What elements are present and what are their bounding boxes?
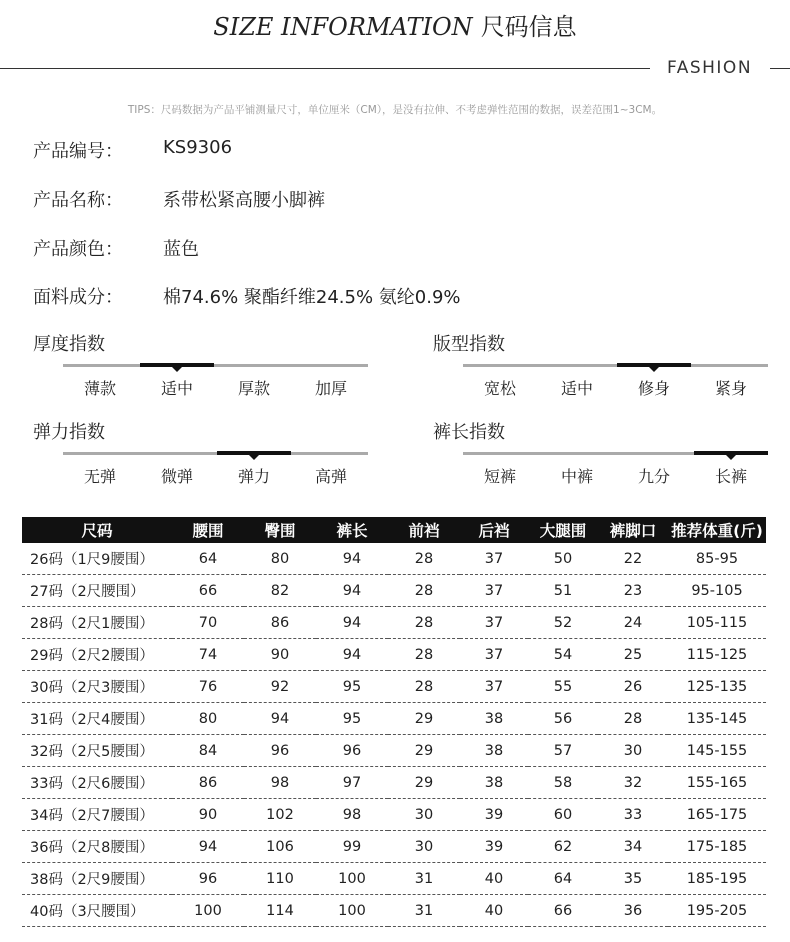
measure-cell: 99: [316, 831, 388, 863]
measure-cell: 94: [172, 831, 244, 863]
indicator-marker: [140, 363, 214, 367]
measure-cell: 185-195: [668, 863, 766, 895]
indicator-option: 厚款: [237, 379, 270, 398]
measure-cell: 80: [244, 543, 316, 575]
measure-cell: 94: [244, 703, 316, 735]
col-header: 腰围: [172, 517, 244, 543]
info-label: 产品编号：: [33, 141, 123, 162]
measure-cell: 64: [172, 543, 244, 575]
measure-cell: 165-175: [668, 799, 766, 831]
measure-cell: 74: [172, 639, 244, 671]
col-header: 大腿围: [528, 517, 598, 543]
measure-cell: 25: [598, 639, 668, 671]
size-cell: 40码（3尺腰围）: [22, 895, 172, 927]
header-divider-right: [770, 68, 790, 69]
measure-cell: 100: [316, 895, 388, 927]
measure-cell: 34: [598, 831, 668, 863]
measure-cell: 37: [460, 607, 528, 639]
measure-cell: 95: [316, 671, 388, 703]
table-row: [22, 607, 766, 639]
measure-cell: 28: [388, 607, 460, 639]
col-header: 前裆: [388, 517, 460, 543]
measure-cell: 94: [316, 575, 388, 607]
measure-cell: 28: [388, 543, 460, 575]
measure-cell: 39: [460, 831, 528, 863]
measure-cell: 37: [460, 543, 528, 575]
measure-cell: 55: [528, 671, 598, 703]
measure-cell: 90: [172, 799, 244, 831]
measure-cell: 31: [388, 895, 460, 927]
size-cell: 27码（2尺腰围）: [22, 575, 172, 607]
tips-text: TIPS：尺码数据为产品平铺测量尺寸，单位厘米（CM），是没有拉伸、不考虑弹性范围的数据，误差范围1~3CM。: [127, 104, 663, 116]
indicator-marker: [617, 363, 691, 367]
measure-cell: 30: [388, 799, 460, 831]
measure-cell: 84: [172, 735, 244, 767]
measure-cell: 37: [460, 575, 528, 607]
table-row: [22, 831, 766, 863]
measure-cell: 66: [172, 575, 244, 607]
indicator-bar: [463, 364, 768, 367]
measure-cell: 100: [172, 895, 244, 927]
table-header-row: [22, 517, 766, 543]
measure-cell: 96: [244, 735, 316, 767]
title-english: SIZE INFORMATION: [213, 13, 473, 41]
measure-cell: 58: [528, 767, 598, 799]
table-body: [22, 543, 766, 927]
measure-cell: 90: [244, 639, 316, 671]
measure-cell: 32: [598, 767, 668, 799]
measure-cell: 96: [316, 735, 388, 767]
table-row: [22, 895, 766, 927]
measure-cell: 40: [460, 863, 528, 895]
indicator-title: 厚度指数: [33, 334, 105, 355]
measure-cell: 40: [460, 895, 528, 927]
measure-cell: 28: [388, 575, 460, 607]
measure-cell: 94: [316, 543, 388, 575]
measure-cell: 98: [244, 767, 316, 799]
measure-cell: 23: [598, 575, 668, 607]
measure-cell: 31: [388, 863, 460, 895]
measure-cell: 195-205: [668, 895, 766, 927]
indicator-option: 加厚: [314, 379, 347, 398]
measure-cell: 82: [244, 575, 316, 607]
measure-cell: 29: [388, 767, 460, 799]
measure-cell: 28: [598, 703, 668, 735]
measure-cell: 95-105: [668, 575, 766, 607]
indicator-option: 修身: [637, 379, 670, 398]
measure-cell: 38: [460, 703, 528, 735]
indicator-option: 短裤: [483, 467, 516, 486]
info-value: 系带松紧高腰小脚裤: [163, 190, 325, 211]
measure-cell: 85-95: [668, 543, 766, 575]
indicator-option: 适中: [560, 379, 593, 398]
indicator-option: 宽松: [483, 379, 516, 398]
measure-cell: 29: [388, 703, 460, 735]
measure-cell: 39: [460, 799, 528, 831]
info-label: 产品颜色：: [33, 239, 123, 260]
info-value: KS9306: [163, 137, 233, 158]
indicator-option: 薄款: [83, 379, 116, 398]
measure-cell: 115-125: [668, 639, 766, 671]
measure-cell: 29: [388, 735, 460, 767]
col-header: 裤长: [316, 517, 388, 543]
measure-cell: 94: [316, 639, 388, 671]
measure-cell: 135-145: [668, 703, 766, 735]
info-label: 面料成分：: [33, 287, 123, 308]
indicator-option: 紧身: [714, 379, 747, 398]
measure-cell: 50: [528, 543, 598, 575]
table-row: [22, 799, 766, 831]
col-header: 裤脚口: [598, 517, 668, 543]
measure-cell: 125-135: [668, 671, 766, 703]
indicator-marker: [694, 451, 768, 455]
indicator-title: 版型指数: [433, 334, 505, 355]
size-cell: 31码（2尺4腰围）: [22, 703, 172, 735]
page-title: [0, 10, 790, 44]
indicator-option: 适中: [160, 379, 193, 398]
measure-cell: 36: [598, 895, 668, 927]
measure-cell: 70: [172, 607, 244, 639]
measure-cell: 100: [316, 863, 388, 895]
size-cell: 32码（2尺5腰围）: [22, 735, 172, 767]
size-cell: 30码（2尺3腰围）: [22, 671, 172, 703]
table-row: [22, 703, 766, 735]
indicator-option: 九分: [637, 467, 670, 486]
measure-cell: 60: [528, 799, 598, 831]
table-row: [22, 639, 766, 671]
indicator-option: 微弹: [160, 467, 193, 486]
measure-cell: 86: [244, 607, 316, 639]
measure-cell: 175-185: [668, 831, 766, 863]
size-cell: 34码（2尺7腰围）: [22, 799, 172, 831]
measure-cell: 28: [388, 639, 460, 671]
col-header: 尺码: [22, 517, 172, 543]
indicator-title: 弹力指数: [33, 422, 105, 443]
indicator-option: 弹力: [237, 467, 270, 486]
indicator-option: 中裤: [560, 467, 593, 486]
measure-cell: 76: [172, 671, 244, 703]
measure-cell: 37: [460, 639, 528, 671]
measure-cell: 110: [244, 863, 316, 895]
measure-cell: 94: [316, 607, 388, 639]
col-header: 臀围: [244, 517, 316, 543]
measure-cell: 105-115: [668, 607, 766, 639]
table-row: [22, 543, 766, 575]
measure-cell: 80: [172, 703, 244, 735]
measure-cell: 24: [598, 607, 668, 639]
indicator-option: 高弹: [314, 467, 347, 486]
info-value: 棉74.6% 聚酯纤维24.5% 氨纶0.9%: [163, 287, 461, 308]
measure-cell: 97: [316, 767, 388, 799]
indicator-bar: [463, 452, 768, 455]
table-row: [22, 575, 766, 607]
measure-cell: 52: [528, 607, 598, 639]
table-row: [22, 735, 766, 767]
info-label: 产品名称：: [33, 190, 123, 211]
title-chinese: 尺码信息: [480, 13, 577, 41]
size-cell: 38码（2尺9腰围）: [22, 863, 172, 895]
measure-cell: 54: [528, 639, 598, 671]
measure-cell: 26: [598, 671, 668, 703]
indicator-bar: [63, 452, 368, 455]
header-divider-left: [0, 68, 650, 69]
measure-cell: 35: [598, 863, 668, 895]
measure-cell: 86: [172, 767, 244, 799]
measure-cell: 64: [528, 863, 598, 895]
table-row: [22, 767, 766, 799]
size-table: [22, 517, 766, 927]
measure-cell: 30: [598, 735, 668, 767]
measure-cell: 106: [244, 831, 316, 863]
indicator-bar: [63, 364, 368, 367]
info-value: 蓝色: [163, 239, 199, 260]
measure-cell: 30: [388, 831, 460, 863]
size-cell: 36码（2尺8腰围）: [22, 831, 172, 863]
size-cell: 29码（2尺2腰围）: [22, 639, 172, 671]
measure-cell: 22: [598, 543, 668, 575]
indicator-title: 裤长指数: [433, 422, 505, 443]
col-header: 推荐体重(斤): [668, 517, 766, 543]
indicator-option: 长裤: [714, 467, 747, 486]
fashion-label: FASHION: [667, 58, 753, 78]
measure-cell: 95: [316, 703, 388, 735]
measure-cell: 102: [244, 799, 316, 831]
measure-cell: 28: [388, 671, 460, 703]
indicator-option: 无弹: [83, 467, 116, 486]
table-row: [22, 863, 766, 895]
measure-cell: 145-155: [668, 735, 766, 767]
measure-cell: 37: [460, 671, 528, 703]
col-header: 后裆: [460, 517, 528, 543]
measure-cell: 92: [244, 671, 316, 703]
measure-cell: 155-165: [668, 767, 766, 799]
measure-cell: 38: [460, 767, 528, 799]
measure-cell: 96: [172, 863, 244, 895]
measure-cell: 62: [528, 831, 598, 863]
measure-cell: 114: [244, 895, 316, 927]
measure-cell: 98: [316, 799, 388, 831]
measure-cell: 66: [528, 895, 598, 927]
indicator-marker: [217, 451, 291, 455]
measure-cell: 51: [528, 575, 598, 607]
measure-cell: 57: [528, 735, 598, 767]
size-cell: 26码（1尺9腰围）: [22, 543, 172, 575]
measure-cell: 38: [460, 735, 528, 767]
measure-cell: 33: [598, 799, 668, 831]
size-cell: 33码（2尺6腰围）: [22, 767, 172, 799]
size-cell: 28码（2尺1腰围）: [22, 607, 172, 639]
measure-cell: 56: [528, 703, 598, 735]
table-row: [22, 671, 766, 703]
